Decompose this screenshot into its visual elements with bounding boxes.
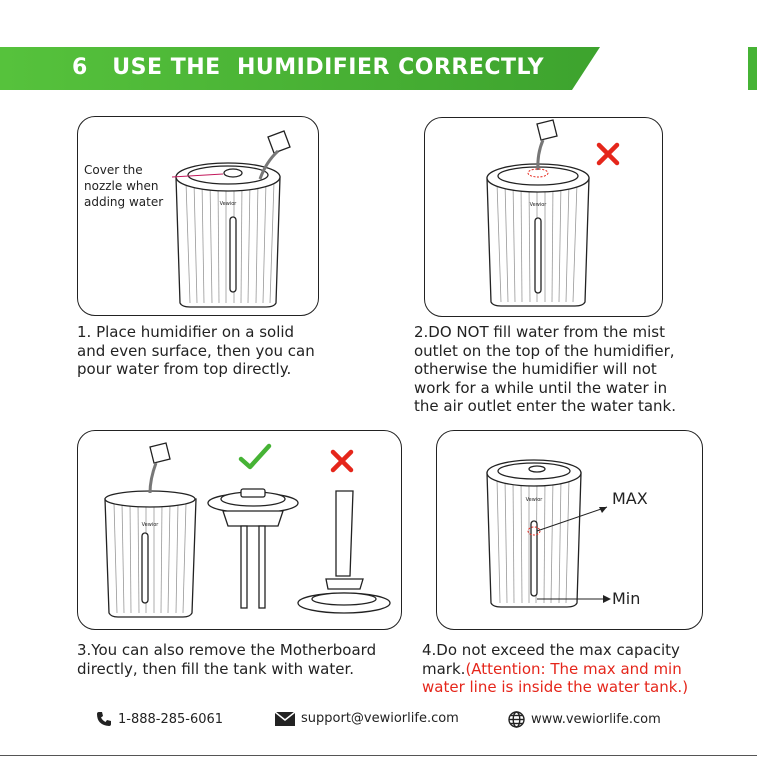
footer-website[interactable]: www.vewiorlife.com — [508, 711, 661, 728]
cross-icon — [596, 142, 620, 166]
svg-text:Vewior: Vewior — [529, 202, 547, 208]
step1-caption: 1. Place humidifier on a solid and even surface, then you can pour water from top directly. — [77, 323, 315, 378]
step2-illustration — [424, 117, 663, 317]
step4-caption: 4.Do not exceed the max capacity mark.(Attention: The max and min water line is inside the water tank.) — [422, 641, 689, 696]
banner-edge — [748, 47, 757, 90]
svg-text:Vewior: Vewior — [141, 522, 159, 528]
globe-icon — [508, 711, 525, 728]
step3-caption: 3.You can also remove the Motherboard directly, then fill the tank with water. — [77, 641, 377, 678]
mail-icon — [275, 712, 295, 726]
max-label: MAX — [612, 489, 648, 508]
svg-text:Vewior: Vewior — [219, 201, 237, 207]
min-label: Min — [612, 589, 641, 608]
step2-caption: 2.DO NOT fill water from the mist outlet on the top of the humidifier, otherwise the humidifier will not work for a while until the water in the air outlet enter the water tank. — [414, 323, 676, 415]
footer-phone: 1-888-285-6061 — [96, 711, 223, 727]
check-icon — [238, 443, 272, 471]
footer-email[interactable]: support@vewiorlife.com — [275, 711, 459, 726]
cross-icon — [330, 449, 354, 473]
svg-text:Vewior: Vewior — [525, 497, 543, 503]
page-divider — [0, 755, 757, 756]
section-title: 6 USE THE HUMIDIFIER CORRECTLY — [72, 55, 545, 80]
step3-illustration — [77, 430, 402, 630]
nozzle-callout: Cover the nozzle when adding water — [84, 163, 164, 209]
step1-illustration — [77, 116, 319, 316]
phone-icon — [96, 711, 112, 727]
step4-illustration — [436, 430, 703, 630]
